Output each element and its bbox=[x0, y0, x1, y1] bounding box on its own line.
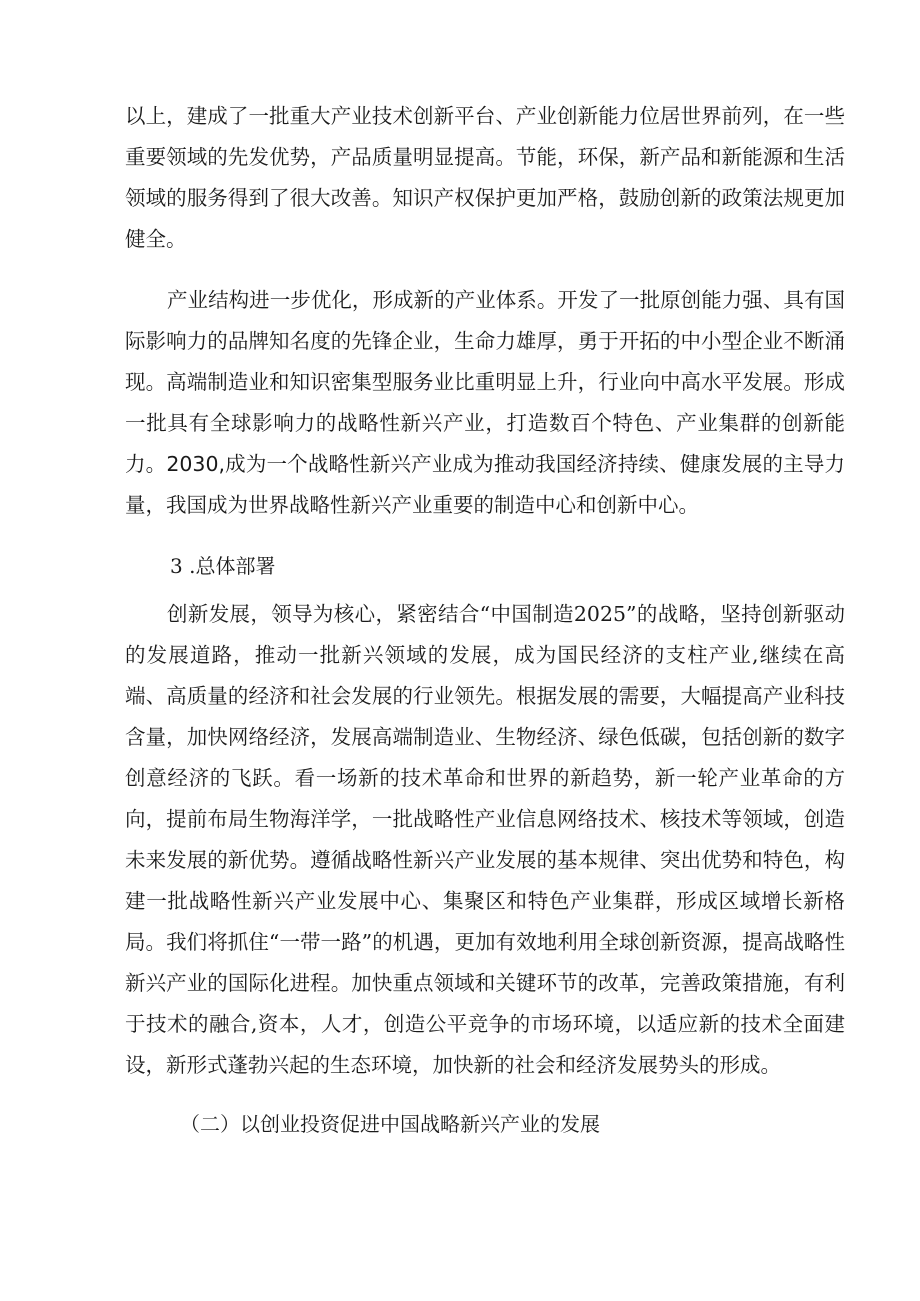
section-heading-venture-investment: （二）以创业投资促进中国战略新兴产业的发展 bbox=[180, 1112, 600, 1136]
document-page bbox=[125, 96, 845, 1145]
section-heading-overall-deployment: 3 .总体部署 bbox=[170, 554, 276, 578]
paragraph-innovation-capacity: 以上，建成了一批重大产业技术创新平台、产业创新能力位居世界前列，在一些重要领域的先发优势，产品质量明显提高。节能，环保，新产品和新能源和生活领域的服务得到了很大改善。知识产权保护更加严格，鼓励创新的政策法规更加健全。 bbox=[125, 104, 845, 251]
paragraph-overall-deployment: 创新发展，领导为核心，紧密结合“中国制造2025”的战略，坚持创新驱动的发展道路，推动一批新兴领域的发展，成为国民经济的支柱产业,继续在高端、高质量的经济和社会发展的行业领先。根据发展的需要，大幅提高产业科技含量，加快网络经济，发展高端制造业、生物经济、绿色低碳，包括创新的数字创意经济的飞跃。看一场新的技术革命和世界的新趋势，新一轮产业革命的方向，提前布局生物海洋学，一批战略性产业信息网络技术、核技术等领域，创造未来发展的新优势。遵循战略性新兴产业发展的基本规律、突出优势和特色，构建一批战略性新兴产业发展中心、集聚区和特色产业集群，形成区域增长新格局。我们将抓住“一带一路”的机遇，更加有效地利用全球创新资源，提高战略性新兴产业的国际化进程。加快重点领域和关键环节的改革，完善政策措施，有利于技术的融合,资本，人才，创造公平竞争的市场环境，以适应新的技术全面建设，新形式蓬勃兴起的生态环境，加快新的社会和经济发展势头的形成。 bbox=[125, 602, 845, 1077]
paragraph-industrial-structure: 产业结构进一步优化，形成新的产业体系。开发了一批原创能力强、具有国际影响力的品牌知名度的先锋企业，生命力雄厚，勇于开拓的中小型企业不断涌现。高端制造业和知识密集型服务业比重明显上升，行业向中高水平发展。形成一批具有全球影响力的战略性新兴产业，打造数百个特色、产业集群的创新能力。2030,成为一个战略性新兴产业成为推动我国经济持续、健康发展的主导力量，我国成为世界战略性新兴产业重要的制造中心和创新中心。 bbox=[125, 288, 845, 517]
